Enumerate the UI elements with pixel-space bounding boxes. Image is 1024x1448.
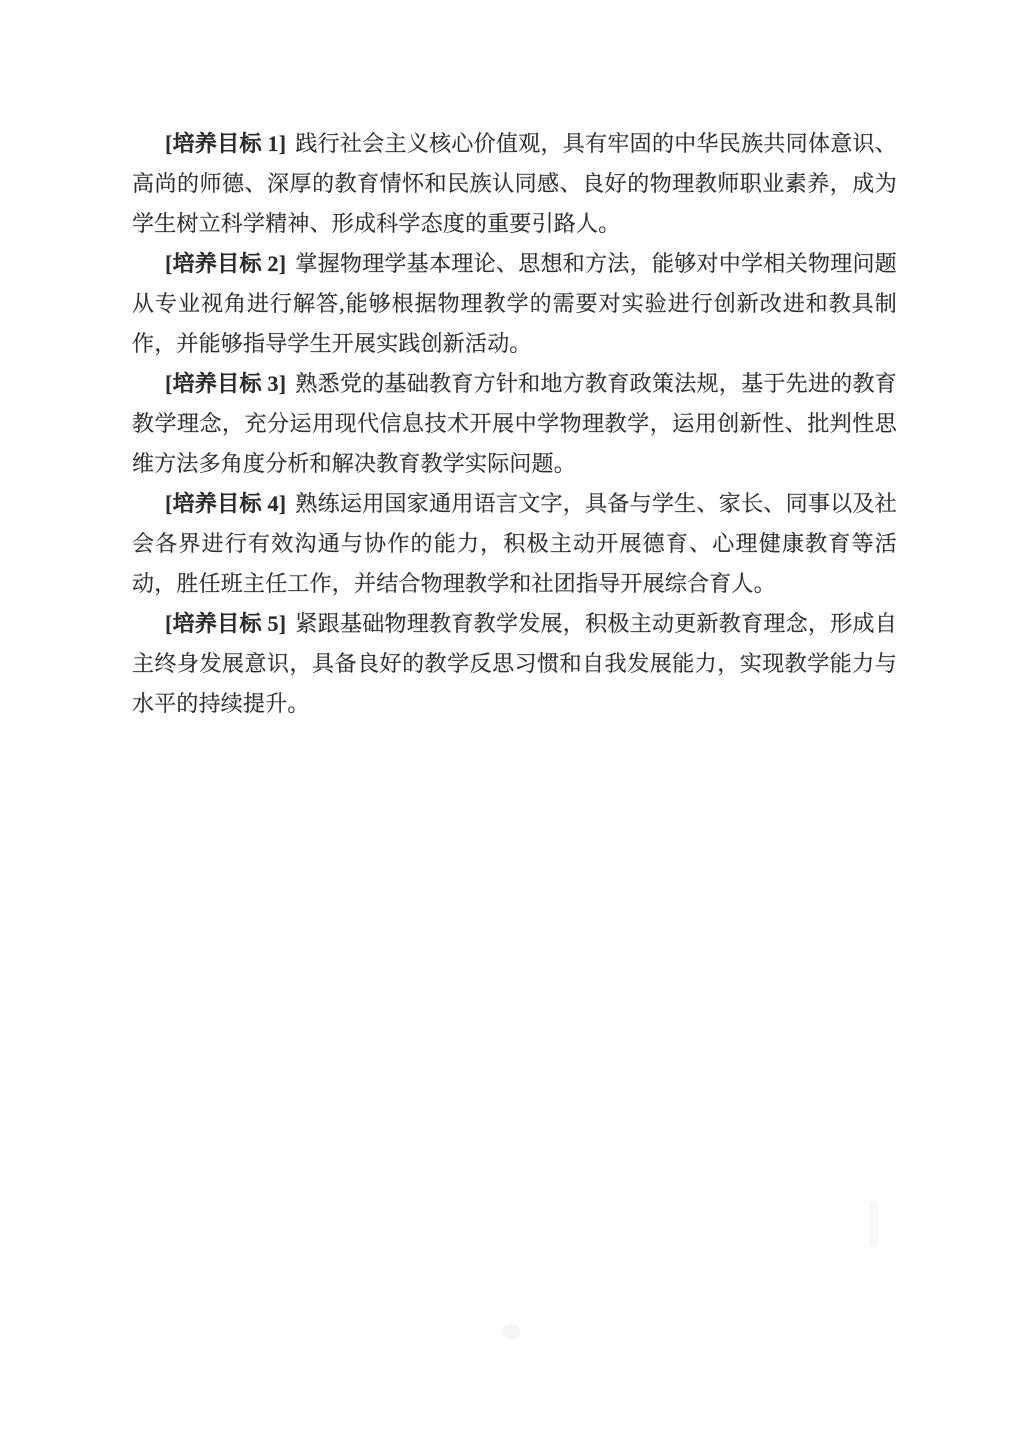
objective-text: 紧跟基础物理教育教学发展，积极主动更新教育理念，形成自主终身发展意识，具备良好的教学反思习惯和自我发展能力，实现教学能力与水平的持续提升。	[132, 611, 897, 716]
objective-label: [培养目标 1]	[165, 131, 287, 156]
scan-artifact-smudge	[502, 1324, 520, 1339]
objective-label: [培养目标 4]	[165, 491, 287, 516]
objective-label: [培养目标 2]	[165, 251, 287, 276]
objective-text: 掌握物理学基本理论、思想和方法，能够对中学相关物理问题从专业视角进行解答,能够根据物理教学的需要对实验进行创新改进和教具制作，并能够指导学生开展实践创新活动。	[132, 251, 897, 356]
objective-label: [培养目标 3]	[165, 371, 287, 396]
objective-text: 熟悉党的基础教育方针和地方教育政策法规，基于先进的教育教学理念，充分运用现代信息技术开展中学物理教学，运用创新性、批判性思维方法多角度分析和解决教育教学实际问题。	[132, 371, 897, 476]
objective-paragraph	[132, 364, 897, 484]
scan-artifact-streak	[869, 1200, 878, 1248]
objective-paragraph	[132, 124, 897, 244]
objective-paragraph	[132, 484, 897, 604]
objective-paragraph	[132, 604, 897, 724]
objective-text: 熟练运用国家通用语言文字，具备与学生、家长、同事以及社会各界进行有效沟通与协作的能力，积极主动开展德育、心理健康教育等活动，胜任班主任工作，并结合物理教学和社团指导开展综合育人。	[132, 491, 897, 596]
objective-label: [培养目标 5]	[165, 611, 287, 636]
objective-paragraph	[132, 244, 897, 364]
objective-text: 践行社会主义核心价值观，具有牢固的中华民族共同体意识、高尚的师德、深厚的教育情怀和民族认同感、良好的物理教师职业素养，成为学生树立科学精神、形成科学态度的重要引路人。	[132, 131, 897, 236]
objectives-text-block	[132, 124, 897, 724]
